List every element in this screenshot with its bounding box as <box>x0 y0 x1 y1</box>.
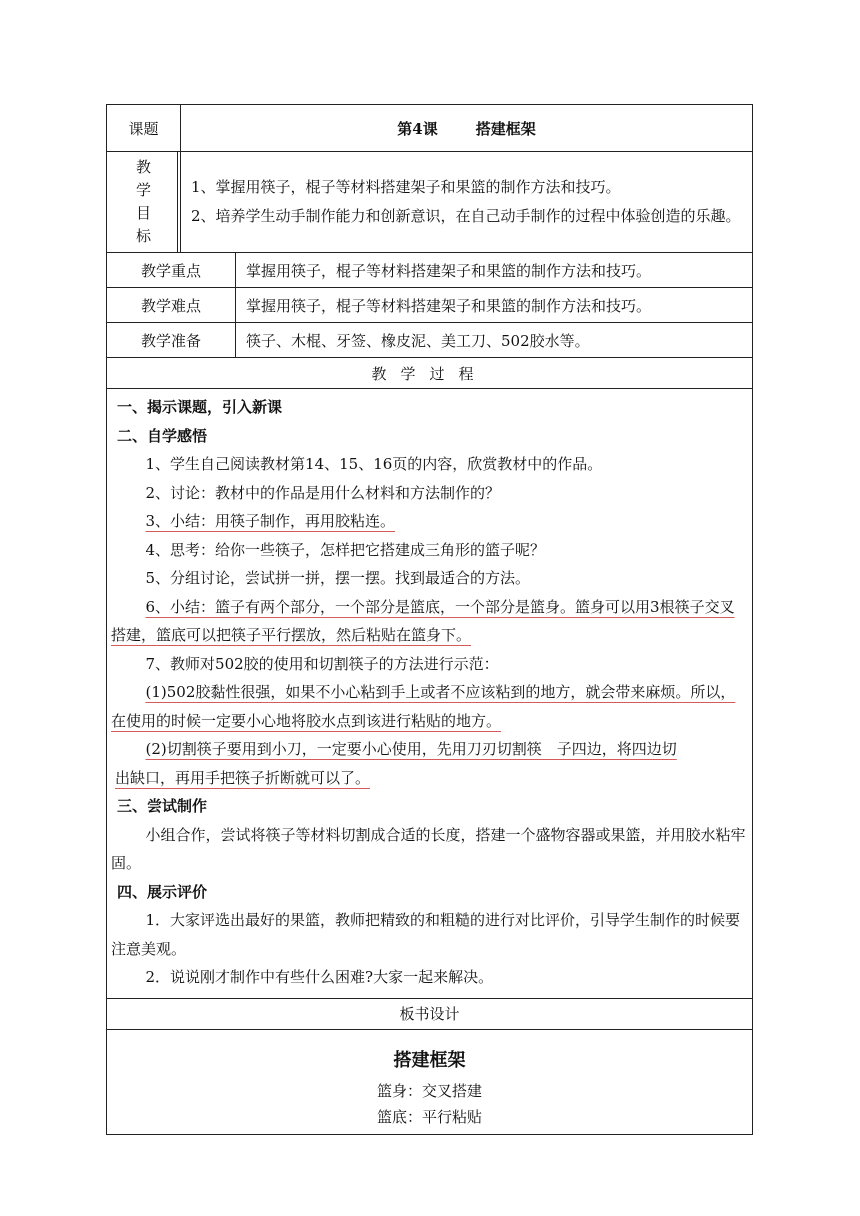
process-step: 1、学生自己阅读教材第14、15、16页的内容，欣赏教材中的作品。 <box>145 455 603 473</box>
key-point-value: 掌握用筷子，棍子等材料搭建架子和果篮的制作方法和技巧。 <box>236 253 753 288</box>
section-heading: 三、尝试制作 <box>117 797 208 815</box>
process-step: 2、讨论：教材中的作品是用什么材料和方法制作的？ <box>145 483 501 502</box>
section-heading: 二、自学感悟 <box>117 426 208 445</box>
section-heading: 一、揭示课题，引入新课 <box>117 398 283 416</box>
topic-row <box>107 105 753 152</box>
section-heading: 四、展示评价 <box>117 882 208 901</box>
process-substep: (1)502胶黏性很强，如果不小心粘到手上或者不应该粘到的地方，就会带来麻烦。所以，在使用的时候一定要小心地将胶水点到该进行粘贴的地方。 <box>111 683 736 730</box>
board-line: 篮身：交叉搭建 <box>377 1081 483 1100</box>
process-step: 5、分组讨论，尝试拼一拼，摆一摆。找到最适合的方法。 <box>145 569 531 587</box>
process-header: 教学过程 <box>107 358 753 389</box>
board-line: 篮底：平行粘贴 <box>377 1107 483 1126</box>
lesson-name: 搭建框架 <box>475 119 536 138</box>
goals-label-char: 学 <box>135 181 151 199</box>
process-substep-continued: 出缺口，再用手把筷子折断就可以了。 <box>115 768 371 787</box>
difficulty-value: 掌握用筷子，棍子等材料搭建架子和果篮的制作方法和技巧。 <box>236 288 753 323</box>
difficulty-label: 教学难点 <box>107 288 236 323</box>
goals-content <box>181 152 753 253</box>
process-step: 2．说说刚才制作中有些什么困难?大家一起来解决。 <box>145 968 494 986</box>
process-step: 小组合作，尝试将筷子等材料切割成合适的长度，搭建一个盛物容器或果篮，并用胶水粘牢固。 <box>111 825 746 872</box>
process-step: 4、思考：给你一些筷子，怎样把它搭建成三角形的篮子呢？ <box>145 540 546 559</box>
preparation-value: 筷子、木棍、牙签、橡皮泥、美工刀、502胶水等。 <box>236 323 753 358</box>
goals-label-char: 标 <box>135 227 151 245</box>
process-step: 1．大家评选出最好的果篮，教师把精致的和粗糙的进行对比评价，引导学生制作的时候要注意美观。 <box>111 911 741 958</box>
topic-label: 课题 <box>107 105 181 152</box>
difficulty-row <box>107 288 753 323</box>
board-title: 搭建框架 <box>393 1049 466 1071</box>
goals-label <box>107 152 181 253</box>
board-design <box>107 1029 753 1134</box>
process-step: 6、小结：篮子有两个部分，一个部分是篮底，一个部分是篮身。篮身可以用3根筷子交叉搭建，篮底可以把筷子平行摆放，然后粘贴在篮身下。 <box>111 597 735 644</box>
goal-item: 1、掌握用筷子，棍子等材料搭建架子和果篮的制作方法和技巧。 <box>191 178 621 196</box>
process-substep: (2)切割筷子要用到小刀，一定要小心使用，先用刀刃切割筷 子四边，将四边切 <box>145 740 677 758</box>
process-content <box>107 389 753 999</box>
board-header: 板书设计 <box>107 998 753 1029</box>
board-row <box>107 1029 753 1134</box>
process-header-row <box>107 358 753 389</box>
preparation-label: 教学准备 <box>107 323 236 358</box>
goals-row <box>107 152 753 253</box>
goals-label-char: 教 <box>135 158 151 176</box>
preparation-row <box>107 323 753 358</box>
board-header-row <box>107 998 753 1029</box>
goals-label-char: 目 <box>135 204 151 222</box>
key-point-label: 教学重点 <box>107 253 236 288</box>
process-row <box>107 389 753 999</box>
process-step: 7、教师对502胶的使用和切割筷子的方法进行示范： <box>145 654 499 673</box>
lesson-title <box>181 105 753 152</box>
key-point-row <box>107 253 753 288</box>
process-step: 3、小结：用筷子制作，再用胶粘连。 <box>145 512 396 530</box>
goal-item: 2、培养学生动手制作能力和创新意识，在自己动手制作的过程中体验创造的乐趣。 <box>191 207 741 225</box>
lesson-plan-table <box>106 104 753 1135</box>
lesson-number: 第4课 <box>397 119 438 138</box>
